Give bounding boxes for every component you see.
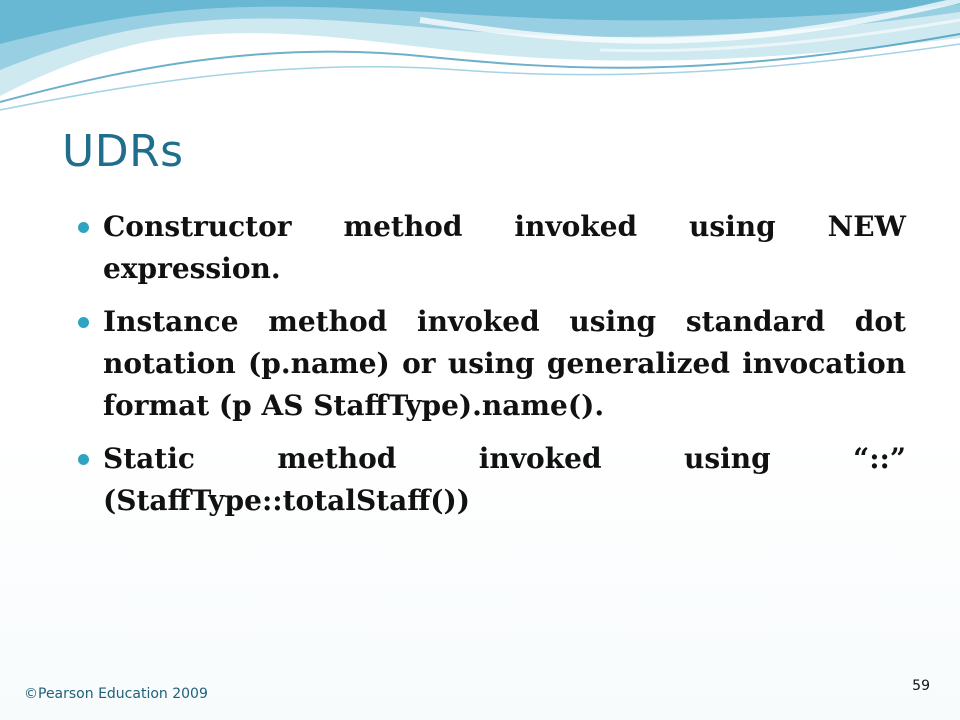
bullet-dot-icon (78, 317, 89, 328)
bullet-item-constructor (78, 206, 906, 290)
bullet-item-instance (78, 301, 906, 427)
bullet-text: Instance method invoked using standard dot notation (p.name) or using generalized invocation format (p AS StaffType).name(). (103, 305, 906, 422)
bullet-dot-icon (78, 222, 89, 233)
decorative-wave-banner (0, 0, 960, 130)
copyright-footer: ©Pearson Education 2009 (24, 686, 208, 702)
bullet-dot-icon (78, 454, 89, 465)
bullet-text: Constructor method invoked using NEW expression. (103, 210, 906, 285)
bullet-list (78, 206, 906, 533)
bullet-item-static (78, 438, 906, 522)
bullet-text: Static method invoked using “::” (StaffType::totalStaff()) (103, 442, 906, 517)
page-number: 59 (912, 678, 930, 694)
slide-title: UDRs (62, 126, 184, 177)
